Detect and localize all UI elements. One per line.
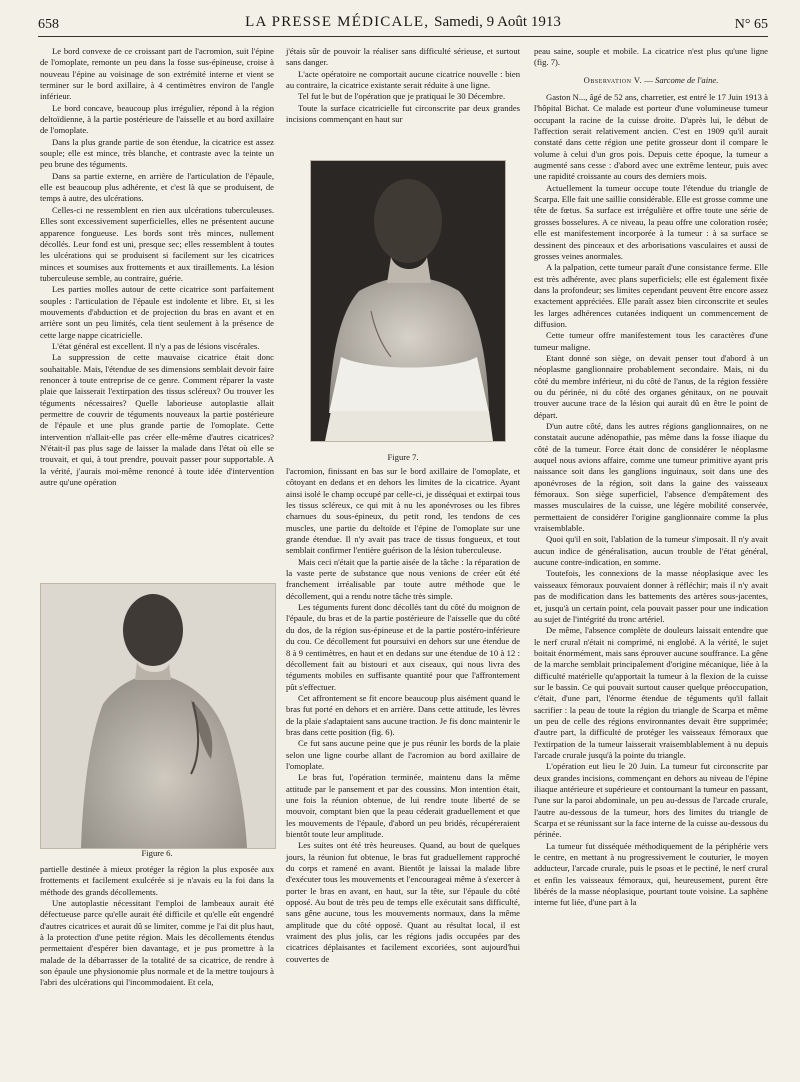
paragraph: Etant donné son siège, on devait penser tout d'abord à un néoplasme ganglionnaire probablement secondaire. Mais, ni du côté du membre inférieur, ni du côté de l'anus, de la région fessière ou du périnée, ni du côté des organes génitaux, on ne pouvait trouver aucune trace de la lésion qui aurait dû en être le point de départ. [534, 352, 768, 420]
observation-title: Sarcome de l'aine. [655, 74, 719, 85]
paragraph: D'un autre côté, dans les autres régions ganglionnaires, on ne constatait aucune adénopathie, pas même dans la fosse iliaque du côté de la tumeur. Force était donc de considérer le néoplasme auquel nous avions affaire, comme une tumeur primitive ayant pris naissance soit dans les ganglions inguinaux, soit dans une des aponévroses de la région, soit dans la gaine des vaisseaux fémoraux. Son siège superficiel, l'absence d'empâtement des masses musculaires de la cuisse, une légère mobilité conservée, permettaient de considérer l'origine ganglionnaire comme la plus vraisemblable. [534, 421, 768, 534]
issue-number: N° 65 [734, 17, 768, 32]
paragraph: L'acte opératoire ne comportait aucune cicatrice nouvelle : bien au contraire, la cicatrice existante serait réduite à une ligne. [286, 68, 520, 91]
figure-6-caption: Figure 6. [141, 848, 173, 858]
paragraph: Quoi qu'il en soit, l'ablation de la tumeur s'imposait. Il n'y avait aucun indice de généralisation, aucun trouble de l'état général, aucune contre-indication, en somme. [534, 534, 768, 568]
paragraph: La suppression de cette mauvaise cicatrice était donc souhaitable. Mais, l'étendue de ses dimensions semblait devoir faire renoncer à toute entreprise de ce genre. Comment réparer la vaste plaie que laisserait l'extirpation des tissus scléreux? Ou trouver les téguments nécessaires? Quelle laborieuse autoplastie allait permettre de couvrir de téguments nouveaux la partie postérieure de l'épaule et une plus grande partie de l'omoplate. Cette intervention n'allait-elle pas créer elle-même d'autres cicatrices? N'était-il pas plus sage de laisser la malade dans l'état où elle se trouvait, et qui, à tout prendre, pouvait passer pour supportable. A la vérité, j'aurais moi-même renoncé à toute idée d'intervention autre qu'une opération [40, 352, 274, 488]
issue-date: Samedi, 9 Août 1913 [434, 14, 561, 30]
page-header [38, 14, 768, 36]
paragraph: Le bord concave, beaucoup plus irrégulier, répond à la région deltoïdienne, à la partie postérieure de l'aisselle et au bord axillaire de l'omoplate. [40, 102, 274, 136]
paragraph: Une autoplastie nécessitant l'emploi de lambeaux aurait été défectueuse parce qu'elle aurait été difficile et qu'elle eût engendré d'autres cicatrices et aurait dû se limiter, comme je l'ai dit plus haut, à la protection d'une petite région. Mais les décollements étendus permettaient d'espérer bien davantage, et je pus promettre à la malade de la débarrasser de la totalité de sa cicatrice, de rendre à son épaule une physionomie plus normale et de la mettre toujours à l'abri des ulcérations qui l'incommodaient. Et cela, [40, 898, 274, 988]
paragraph: Mais ceci n'était que la partie aisée de la tâche : la réparation de la vaste perte de substance que nous venions de créer eût été franchement irréalisable par toute autre méthode que le décollement, qui a rendu notre tâche très simple. [286, 556, 520, 601]
paragraph: Tel fut le but de l'opération que je pratiquai le 30 Décembre. [298, 91, 506, 102]
paragraph: L'état général est excellent. Il n'y a pas de lésions viscérales. [52, 340, 260, 351]
journal-name: LA PRESSE MÉDICALE, [245, 14, 430, 30]
observation-dash: — [644, 74, 653, 85]
paragraph: Cet affrontement se fit encore beaucoup plus aisément quand le bras fut porté en dehors et en arrière. Dans cette attitude, les lèvres de la plaie s'adaptaient sans aucune traction. Je fis donc maintenir le bras dans cette position (fig. 6). [286, 692, 520, 737]
paragraph: A la palpation, cette tumeur paraît d'une consistance ferme. Elle est très adhérente, avec plans superficiels; elle est également fixée dans la profondeur; ses limites cependant peuvent être encore assez exactement appréciées. Elle paraît assez bien circonscrite et seules les larges adhérences cutanées indiquent un commencement de diffusion. [534, 262, 768, 329]
figure-7-photo [310, 160, 506, 442]
paragraph: l'acromion, finissant en bas sur le bord axillaire de l'omoplate, et côtoyant en dedans et en dehors les limites de la cicatrice. Ayant ainsi isolé le champ occupé par celle-ci, je disséquai et extirpai tous les tissus scléreux, ce qui mit à nu les aponévroses ou les fibres charnues du sous-épineux, du petit rond, les tendons de ces muscles, une partie du deltoïde et l'épine de l'omoplate sur une grande étendue. Il n'y avait pas trace de tissus fongueux, et tout semblait confirmer l'entière guérison de la lésion tuberculeuse. [286, 466, 520, 556]
column-2-top [286, 46, 520, 125]
paragraph: j'étais sûr de pouvoir la réaliser sans difficulté sérieuse, et surtout sans danger. [286, 46, 520, 68]
column-1-bottom [40, 864, 274, 989]
paragraph: L'opération eut lieu le 20 Juin. La tumeur fut circonscrite par deux grandes incisions, commençant en dehors au niveau de l'épine iliaque antérieure et supérieure et contournant la tumeur en passant, l'une sur la paroi abdominale, un peu au-dessus de l'arcade crurale, l'autre au-dessous de la tumeur, hors des limites du triangle de Scarpa et se réunissant sur la face interne de la cuisse au-dessous du périnée. [534, 761, 768, 840]
paragraph: Actuellement la tumeur occupe toute l'étendue du triangle de Scarpa. Elle fait une saillie considérable. Elle est grosse comme une tête de fœtus. Sa surface est irrégulière et offre toute une série de grosses bosselures. A ce niveau, la peau offre une coloration rosée; elle est manifestement incorporée à la tumeur : à sa surface se dessinent des pinceaux et des arborisations vasculaires et aussi de grosses veines anormales. [534, 182, 768, 261]
paragraph: Le bras fut, l'opération terminée, maintenu dans la même attitude par le pansement et par des coussins. Mon intention était, une fois la réunion obtenue, de lui rendre toute liberté de se mouvoir, comptant bien que la peau céderait graduellement et que les mouvements de l'épaule, d'abord un peu bridés, récupéreraient bientôt toute leur amplitude. [286, 772, 520, 839]
paragraph: Toute la surface cicatricielle fut circonscrite par deux grandes incisions commençant en haut sur [286, 102, 520, 125]
paragraph: La tumeur fut disséquée méthodiquement de la périphérie vers le centre, en mettant à nu progressivement le couturier, le moyen adducteur, l'arcade crurale, puis le psoas et le pectiné, le nerf crural et enfin les vaisseaux fémoraux, qui, heureusement, purent être libérés de la masse néoplasique, pourtant toute voisine. La saphène interne fut liée, d'une part à la [534, 840, 768, 908]
paragraph: Dans sa partie externe, en arrière de l'articulation de l'épaule, elle est beaucoup plus adhérente, et c'est là que se produisent, de temps à autre, des ulcérations. [40, 170, 274, 204]
paragraph: Le bord convexe de ce croissant part de l'acromion, suit l'épine de l'omoplate, remonte un peu dans la fosse sus-épineuse, croise à nouveau l'épine au voisinage de son extrémité interne et vient se terminer sur le bord axillaire, à 4 centimètres environ de l'angle inférieur. [40, 46, 274, 102]
observation-label: Observation V. [583, 74, 643, 85]
figure-6-photo [40, 583, 276, 849]
paragraph: Gaston N..., âgé de 52 ans, charretier, est entré le 17 Juin 1913 à l'hôpital Bichat. Ce malade est porteur d'une volumineuse tumeur occupant la racine de la cuisse droite. D'après lui, le début de l'affection serait relativement ancien. C'est en 1909 qu'il aurait constaté dans cette région une petite grosseur dont il compare le volume à celui d'un gros pois. Depuis cette époque, la tumeur a augmenté sans cesse : d'abord avec une extrême lenteur, puis avec une rapidité croissante au cours des derniers mois. [534, 92, 768, 182]
woman-back-healed-photo [311, 161, 505, 441]
observation-heading [534, 75, 768, 86]
figure-7-caption: Figure 7. [387, 452, 419, 462]
paragraph: partielle destinée à mieux protéger la région la plus exposée aux frottements et facilement exulcérée si je n'avais eu la foi dans la méthode des grands décollements. [40, 864, 274, 897]
header-rule [38, 36, 768, 37]
column-1-top [40, 46, 274, 488]
woman-back-scar-photo [41, 584, 275, 848]
paragraph: Ce fut sans aucune peine que je pus réunir les bords de la plaie selon une ligne courbe allant de l'acromion au bord axillaire de l'omoplate. [286, 738, 520, 771]
paragraph: De même, l'absence complète de douleurs laissait entendre que le nerf crural n'était ni comprimé, ni englobé. A la vérité, le sujet boitait énormément, mais sans éprouver aucune souffrance. La gêne de la marche semblait principalement d'origine mécanique, liée à la difficulté matérielle qu'apportait la tumeur à la flexion de la cuisse sur le bassin. Ce qui pouvait surtout causer quelque préoccupation, c'était, d'une part, l'énorme étendue de téguments qu'il fallait sacrifier : la peau de toute la région du triangle de Scarpa et même un peu de celle des régions environnantes devait être supprimée; d'autre part, la difficulté de protéger les vaisseaux fémoraux que l'extirpation de la tumeur laisserait vraisemblablement à nu depuis l'arcade crurale jusqu'à la pointe du triangle. [534, 625, 768, 760]
paragraph: peau saine, souple et mobile. La cicatrice n'est plus qu'une ligne (fig. 7). [534, 46, 768, 68]
paragraph: Les suites ont été très heureuses. Quand, au bout de quelques jours, la réunion fut obtenue, le bras fut graduellement rapproché du corps et ramené en avant. Bientôt je laissai la malade libre d'exécuter tous les mouvements et l'encourageai même à s'exercer à porter le bras en avant, en haut, sur la tête, sur l'épaule du côté opposé. Au bout de très peu de temps elle exécutait sans difficulté, sans gêne aucune, tous les mouvements normaux, dans la même amplitude que du côté opposé. Quant au résultat local, il est vraiment des plus jolis, car les régions jadis occupées par des cicatrices déplaisantes et facilement excoriées, sont aujourd'hui couvertes de [286, 840, 520, 964]
page-number: 658 [38, 17, 59, 32]
paragraph: Toutefois, les connexions de la masse néoplasique avec les vaisseaux fémoraux pouvaient donner à réfléchir; mais il n'y avait pas de modification dans les battements des artères sous-jacentes, et, jusqu'à un certain point, cela pouvait passer pour une indication au sujet de l'intégrité du tronc artériel. [534, 568, 768, 624]
column-2-bottom [286, 466, 520, 965]
journal-title [38, 14, 768, 31]
column-3 [534, 46, 768, 909]
paragraph: Dans la plus grande partie de son étendue, la cicatrice est assez souple; elle est mince, très blanche, et contraste avec la teinte un peu brune des téguments. [40, 136, 274, 170]
paragraph: Les parties molles autour de cette cicatrice sont parfaitement souples : l'articulation de l'épaule est indolente et libre. Et, si les mouvements d'abduction et de projection du bras en avant et en arrière sont un peu limités, cela tient seulement à la présence de cette large nappe cicatricielle. [40, 284, 274, 340]
paragraph: Cette tumeur offre manifestement tous les caractères d'une tumeur maligne. [534, 330, 768, 352]
paragraph: Les téguments furent donc décollés tant du côté du moignon de l'épaule, du bras et de la partie postérieure de l'aisselle que du côté du dos, de la région sus-épineuse et de la partie postéro-inférieure du cou. Ce décollement fut poursuivi en dehors sur une étendue de 8 à 9 centimètres, en haut et en dedans sur une étendue de 10 à 12 : décollement fait au bistouri et aux ciseaux, qui nous livra des téguments mobiles en suffisante quantité pour que l'affrontement pût s'effectuer. [286, 602, 520, 692]
paragraph: Celles-ci ne ressemblent en rien aux ulcérations tuberculeuses. Elles sont excessivement superficielles, elles ne présentent aucune apparence fongueuse. Les bords sont très minces, nullement décollés. Leur fond est uni, presque sec; elles ressemblent à toutes les ulcérations qui se produisent si facilement sur les cicatrices minces et soumises aux frottements et aux tiraillements. La lésion tuberculeuse semble, au contraire, guérie. [40, 204, 274, 283]
